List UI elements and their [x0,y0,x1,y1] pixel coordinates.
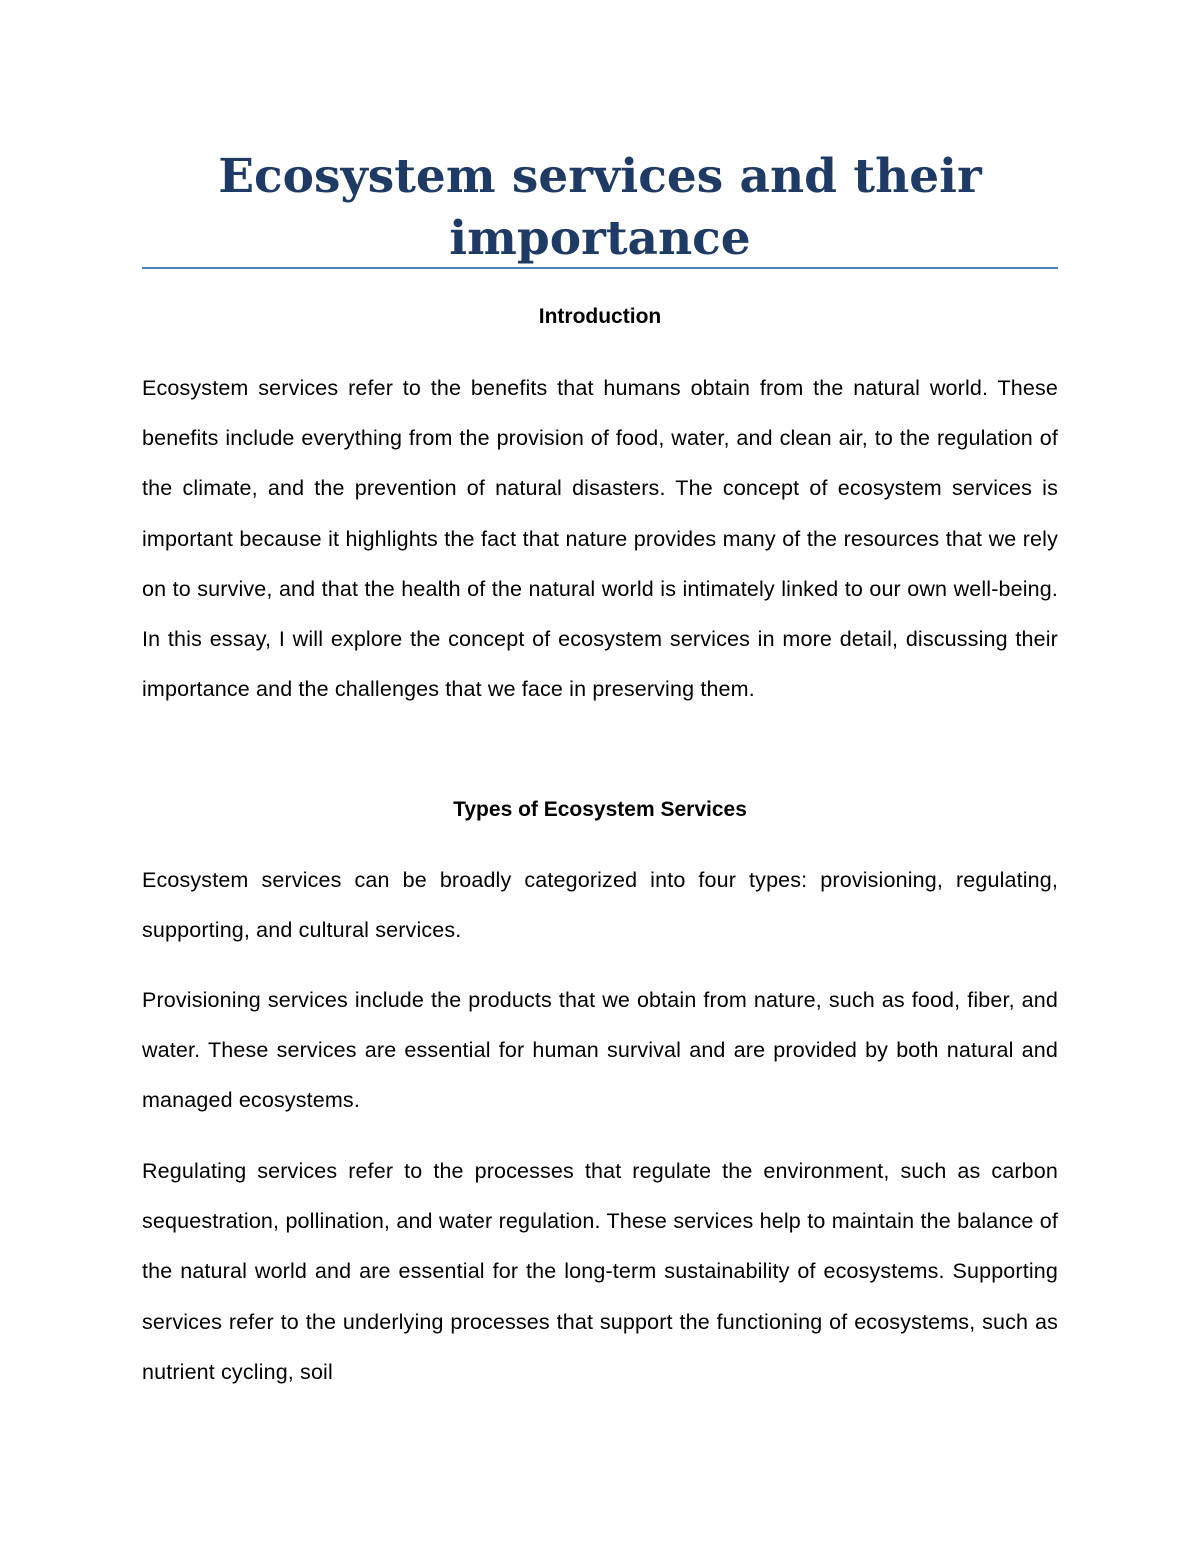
types-heading: Types of Ecosystem Services [453,798,747,821]
introduction-heading: Introduction [538,305,662,328]
title-line-2: importance [449,211,751,266]
introduction-paragraph: Ecosystem services refer to the benefits that humans obtain from the natural world. These benefits include everything from the provision of food, water, and clean air, to the regulation of the climate, and the prevention of natural disasters. The concept of ecosystem services is important because it highlights the fact that nature provides many of the resources that we rely on to survive, and that the health of the natural world is intimately linked to our own well-being. In this essay, I will explore the concept of ecosystem services in more detail, discussing their importance and the challenges that we face in preserving them. [142,376,1058,702]
title-underline-rule [142,267,1058,269]
types-paragraph: Ecosystem services can be broadly categorized into four types: provisioning, regulating, supporting, and cultural services. [142,868,1058,943]
provisioning-paragraph: Provisioning services include the products that we obtain from nature, such as food, fiber, and water. These services are essential for human survival and are provided by both natural and managed ecosystems. [142,988,1058,1113]
document-title [142,146,1058,270]
title-line-1: Ecosystem services and their [218,149,982,204]
regulating-paragraph: Regulating services refer to the processes that regulate the environment, such as carbon sequestration, pollination, and water regulation. These services help to maintain the balance of the natural world and are essential for the long-term sustainability of ecosystems. Supporting services refer to the underlying processes that support the functioning of ecosystems, such as nutrient cycling, soil [142,1159,1058,1384]
